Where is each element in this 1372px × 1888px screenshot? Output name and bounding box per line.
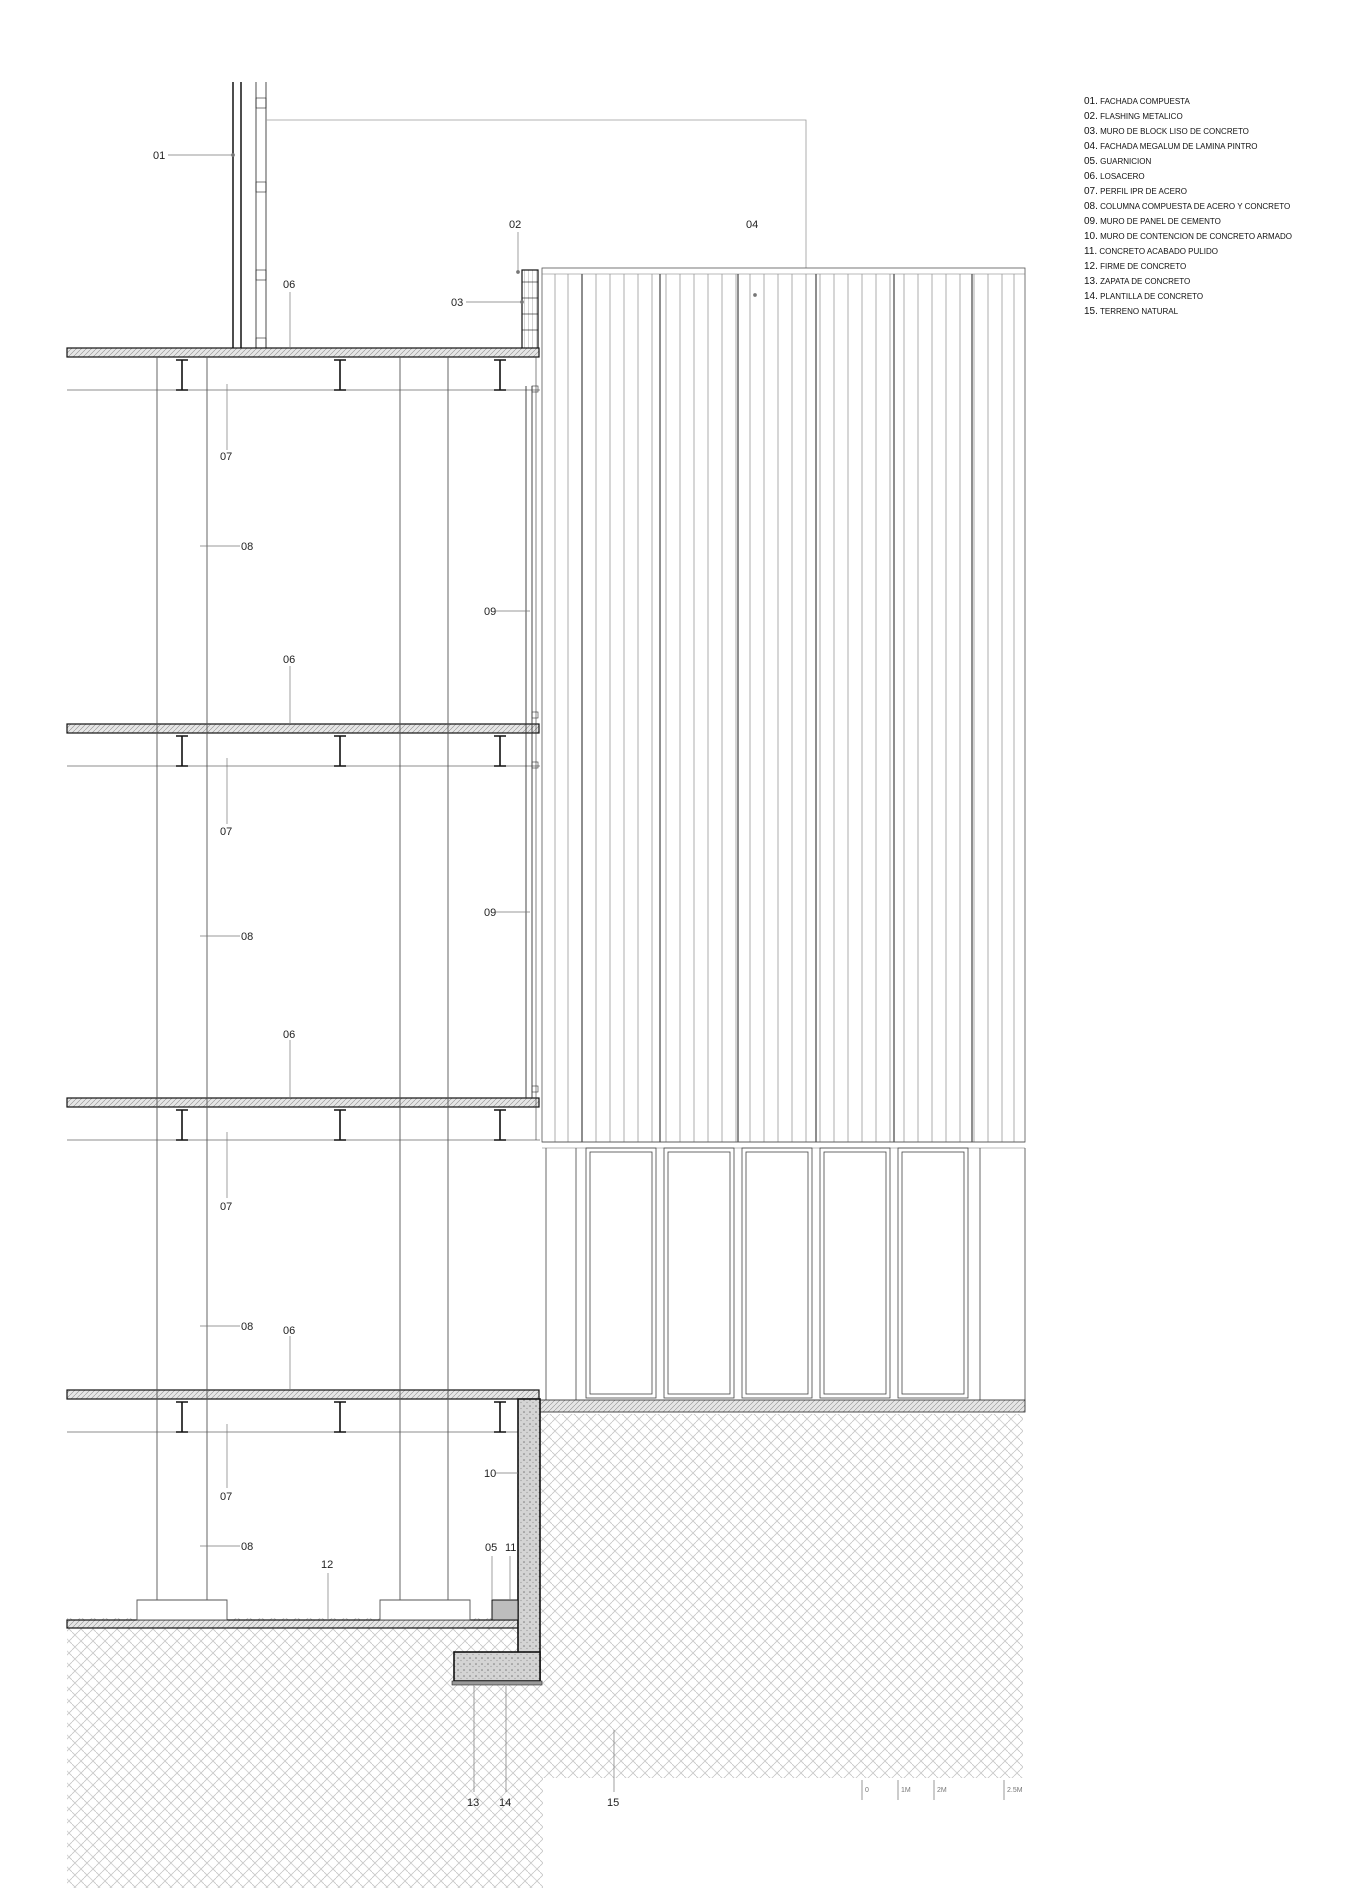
legend-item: 05. GUARNICION [1084, 156, 1152, 167]
callout-09: 09 [484, 907, 497, 919]
callout-15: 15 [607, 1797, 620, 1809]
callout-06: 06 [283, 654, 296, 666]
leader-line [266, 120, 806, 268]
callout-14: 14 [499, 1797, 512, 1809]
scale-label: 2M [937, 1787, 947, 1794]
composite-columns [137, 357, 470, 1620]
callout-02: 02 [509, 219, 522, 231]
callout-07: 07 [220, 826, 233, 838]
block-wall [522, 270, 538, 350]
steel-beams [176, 360, 506, 1432]
callout-05: 05 [485, 1542, 498, 1554]
cement-panel-wall [526, 357, 538, 1140]
scale-label: 0 [865, 1787, 869, 1794]
callout-01: 01 [153, 150, 166, 162]
callout-12: 12 [321, 1559, 334, 1571]
legend-item: 08. COLUMNA COMPUESTA DE ACERO Y CONCRETO [1084, 201, 1291, 212]
legend-item: 06. LOSACERO [1084, 171, 1145, 182]
callout-08: 08 [241, 1321, 254, 1333]
scale-label: 2.5M [1007, 1787, 1023, 1794]
graphic-scale [862, 1780, 1023, 1800]
legend-item: 10. MURO DE CONTENCION DE CONCRETO ARMADO [1084, 231, 1293, 242]
legend-item: 09. MURO DE PANEL DE CEMENTO [1084, 216, 1221, 227]
callout-09: 09 [484, 606, 497, 618]
legend-item: 12. FIRME DE CONCRETO [1084, 261, 1187, 272]
callout-10: 10 [484, 1468, 497, 1480]
floor-slabs [67, 348, 539, 1628]
callout-11: 11 [505, 1542, 517, 1554]
legend-item: 07. PERFIL IPR DE ACERO [1084, 186, 1187, 197]
legend-item: 14. PLANTILLA DE CONCRETO [1084, 291, 1204, 302]
callout-13: 13 [467, 1797, 480, 1809]
legend-item: 02. FLASHING METALICO [1084, 111, 1183, 122]
megalum-facade [542, 268, 1025, 1148]
callout-03: 03 [451, 297, 464, 309]
legend-item: 03. MURO DE BLOCK LISO DE CONCRETO [1084, 126, 1249, 137]
callout-08: 08 [241, 931, 254, 943]
composite-facade [233, 82, 266, 350]
legend-item: 13. ZAPATA DE CONCRETO [1084, 276, 1191, 287]
callout-07: 07 [220, 1491, 233, 1503]
callout-06: 06 [283, 279, 296, 291]
legend-item: 11. CONCRETO ACABADO PULIDO [1084, 246, 1218, 257]
callout-08: 08 [241, 1541, 254, 1553]
callout-08: 08 [241, 541, 254, 553]
callout-04: 04 [746, 219, 759, 231]
exterior-slab [540, 1400, 1025, 1412]
legend-item: 04. FACHADA MEGALUM DE LAMINA PINTRO [1084, 141, 1258, 152]
callout-07: 07 [220, 451, 233, 463]
callout-06: 06 [283, 1029, 296, 1041]
callout-06: 06 [283, 1325, 296, 1337]
beam-lines [67, 390, 540, 1432]
legend-item: 01. FACHADA COMPUESTA [1084, 96, 1190, 107]
ground-terrain [67, 1414, 1023, 1888]
legend-item: 15. TERRENO NATURAL [1084, 306, 1179, 317]
scale-label: 1M [901, 1787, 911, 1794]
ground-floor-glazing [546, 1148, 1025, 1400]
callout-07: 07 [220, 1201, 233, 1213]
